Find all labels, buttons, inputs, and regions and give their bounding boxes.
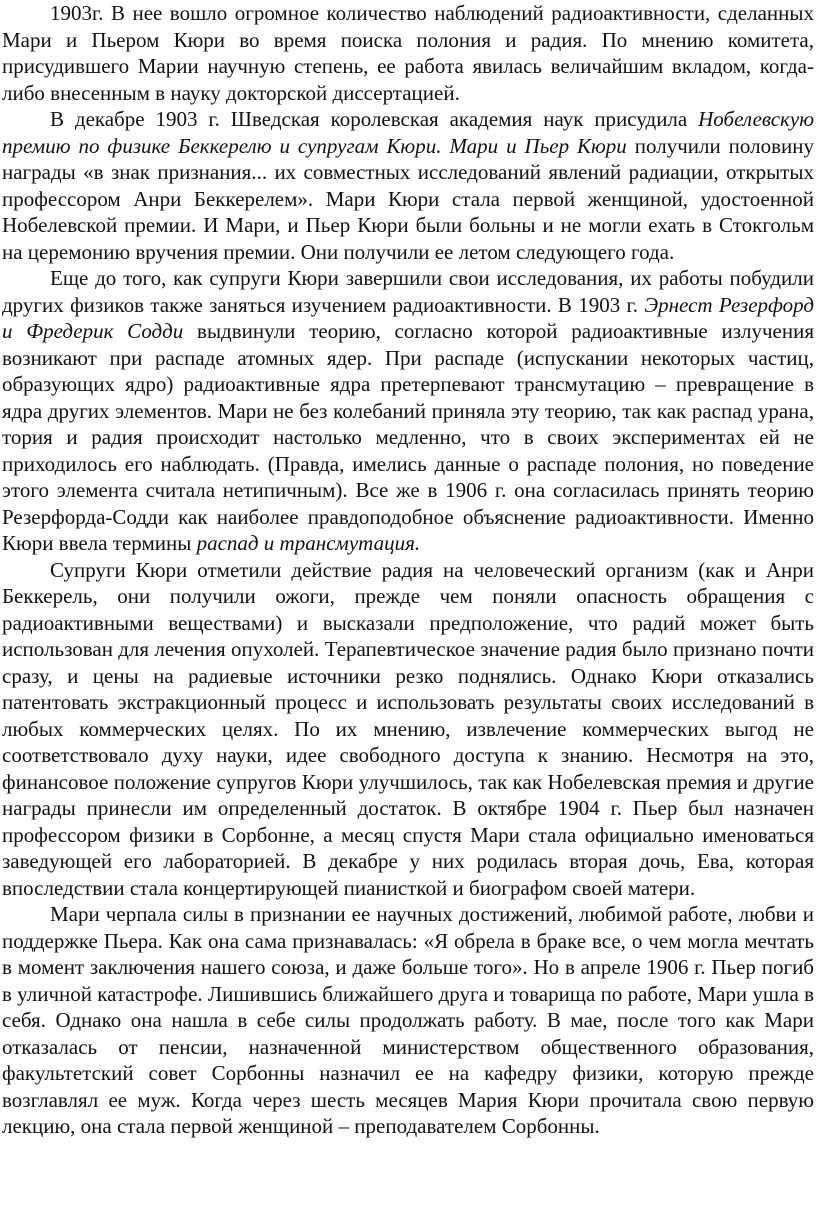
paragraph-5-text: Мари черпала силы в признании ее научных достижений, любимой работе, любви и поддержке Пьера. Как она сама признавалась: «Я обрела в браке все, о чем могла мечтать в момент заключения нашего союза, и даже больше того». Но в апреле 1906 г. Пьер погиб в уличной катастрофе. Лишившись ближайшего друга и товарища по работе, Мари ушла в себя. Однако она нашла в себе силы продолжать работу. В мае, после того как Мари отказалась от пенсии, назначенной министерством общественного образования, факультетский совет Сорбонны назначил ее на кафедру физики, которую прежде возглавлял ее муж. Когда через шесть месяцев Мария Кюри прочитала свою первую лекцию, она стала первой женщиной – преподавателем Сорбонны. <box>2 902 814 1138</box>
paragraph-4 <box>2 557 814 902</box>
paragraph-1-text: 1903г. В нее вошло огромное количество наблюдений радиоактивности, сделанных Мари и Пьером Кюри во время поиска полония и радия. По мнению комитета, присудившего Марии научную степень, ее работа явилась величайшим вкладом, когда-либо внесенным в науку докторской диссертацией. <box>2 1 814 105</box>
paragraph-1 <box>2 0 814 106</box>
paragraph-3-italic-names: Эрнест Резерфорд и Фредерик Содди <box>2 292 814 343</box>
paragraph-3-text-b: выдвинули теорию, согласно которой радиоактивные излучения возникают при распаде атомных ядер. При распаде (испускании некоторых частиц, образующих ядро) радиоактивные ядра претерпевают трансмутацию – превращение в ядра других элементов. Мари не без колебаний приняла эту теорию, так как распад урана, тория и радия происходит настолько медленно, что в своих экспериментах ей не приходилось его наблюдать. (Правда, имелись данные о распаде полония, но поведение этого элемента считала нетипичным). Все же в 1906 г. она согласилась принять теорию Резерфорда-Содди как наиболее правдоподобное объяснение радиоактивности. Именно Кюри ввела термины <box>2 319 814 555</box>
paragraph-4-text: Супруги Кюри отметили действие радия на человеческий организм (как и Анри Беккерель, они получили ожоги, прежде чем поняли опасность обращения с радиоактивными веществами) и высказали предположение, что радий может быть использован для лечения опухолей. Терапевтическое значение радия было признано почти сразу, и цены на радиевые источники резко поднялись. Однако Кюри отказались патентовать экстракционный процесс и использовать результаты своих исследований в любых коммерческих целях. По их мнению, извлечение коммерческих выгод не соответствовало духу науки, идее свободного доступа к знанию. Несмотря на это, финансовое положение супругов Кюри улучшилось, так как Нобелевская премия и другие награды принесли им определенный достаток. В октябре 1904 г. Пьер был назначен профессором физики в Сорбонне, а месяц спустя Мари стала официально именоваться заведующей его лабораторией. В декабре у них родилась вторая дочь, Ева, которая впоследствии стала концертирующей пианисткой и биографом своей матери. <box>2 557 814 900</box>
paragraph-2-text-a: В декабре 1903 г. Шведская королевская академия наук присудила <box>50 107 699 131</box>
paragraph-2-text-b: получили половину награды «в знак признания... их совместных исследований явлений радиации, открытых профессором Анри Беккерелем». Мари Кюри стала первой женщиной, удостоенной Нобелевской премии. И Мари, и Пьер Кюри были больны и не могли ехать в Стокгольм на церемонию вручения премии. Они получили ее летом следующего года. <box>2 133 814 264</box>
paragraph-5 <box>2 901 814 1140</box>
paragraph-2-italic-nobel: Нобелевскую премию по физике Беккерелю и супругам Кюри. Мари и Пьер Кюри <box>2 107 814 158</box>
paragraph-3 <box>2 265 814 557</box>
paragraph-3-italic-terms: распад и трансмутация. <box>196 531 421 555</box>
paragraph-2 <box>2 106 814 265</box>
paragraph-3-text-a: Еще до того, как супруги Кюри завершили свои исследования, их работы побудили других физиков также заняться изучением радиоактивности. В 1903 г. <box>2 266 814 317</box>
